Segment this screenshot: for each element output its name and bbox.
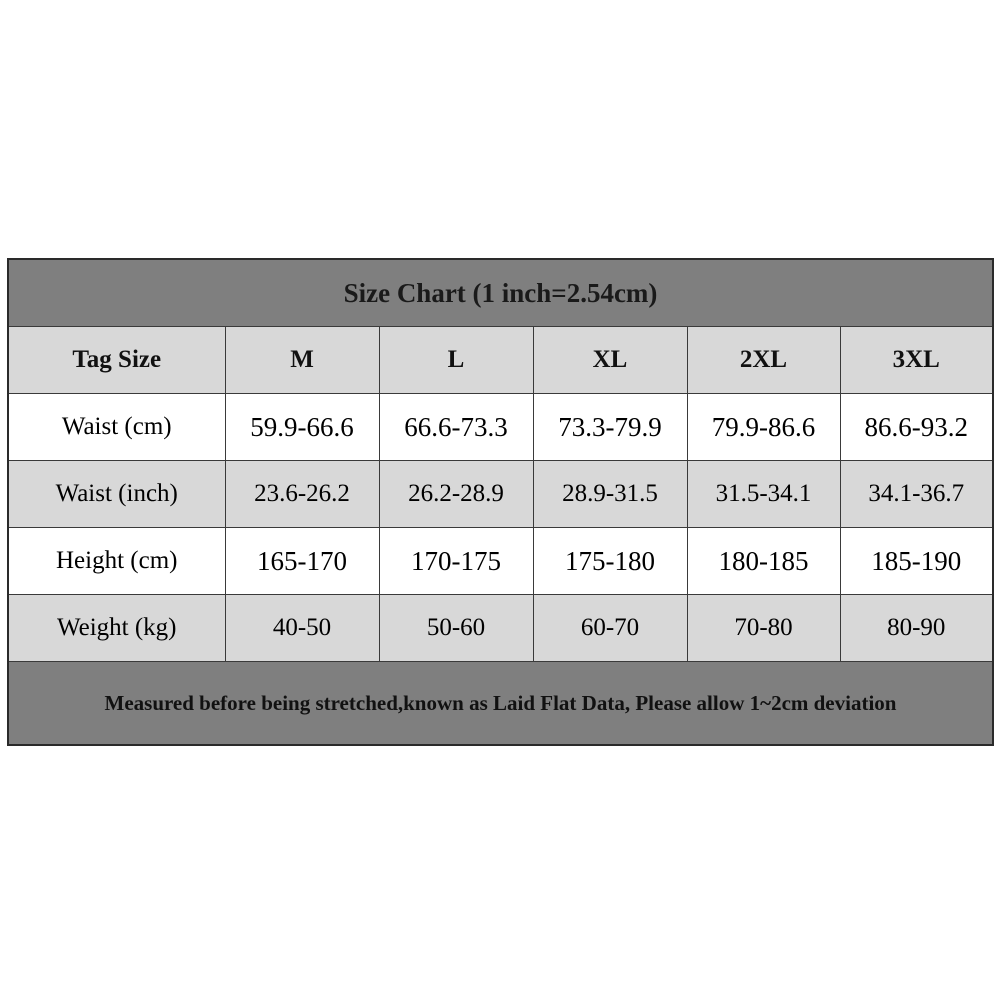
chart-title: Size Chart (1 inch=2.54cm) xyxy=(8,259,993,327)
table-cell: 86.6-93.2 xyxy=(840,394,993,461)
table-row xyxy=(8,394,993,461)
title-row xyxy=(8,259,993,327)
table-row xyxy=(8,595,993,662)
table-row xyxy=(8,528,993,595)
column-header: M xyxy=(225,327,379,394)
table-cell: 50-60 xyxy=(379,595,533,662)
table-cell: 23.6-26.2 xyxy=(225,461,379,528)
header-row xyxy=(8,327,993,394)
column-header: L xyxy=(379,327,533,394)
note-row xyxy=(8,662,993,746)
table-cell: 70-80 xyxy=(687,595,840,662)
table-cell: 180-185 xyxy=(687,528,840,595)
column-header: 3XL xyxy=(840,327,993,394)
table-cell: 73.3-79.9 xyxy=(533,394,687,461)
table-cell: 28.9-31.5 xyxy=(533,461,687,528)
size-chart-table xyxy=(7,258,994,746)
row-label: Height (cm) xyxy=(8,528,225,595)
table-cell: 40-50 xyxy=(225,595,379,662)
table-cell: 66.6-73.3 xyxy=(379,394,533,461)
row-label: Waist (inch) xyxy=(8,461,225,528)
table-cell: 80-90 xyxy=(840,595,993,662)
measurement-note: Measured before being stretched,known as Laid Flat Data, Please allow 1~2cm deviation xyxy=(8,662,993,746)
table-cell: 31.5-34.1 xyxy=(687,461,840,528)
table-cell: 165-170 xyxy=(225,528,379,595)
row-label: Waist (cm) xyxy=(8,394,225,461)
table-cell: 34.1-36.7 xyxy=(840,461,993,528)
table-cell: 185-190 xyxy=(840,528,993,595)
row-label: Weight (kg) xyxy=(8,595,225,662)
table-cell: 170-175 xyxy=(379,528,533,595)
table-cell: 175-180 xyxy=(533,528,687,595)
column-header: 2XL xyxy=(687,327,840,394)
table-cell: 26.2-28.9 xyxy=(379,461,533,528)
column-header: Tag Size xyxy=(8,327,225,394)
table-cell: 60-70 xyxy=(533,595,687,662)
table-row xyxy=(8,461,993,528)
column-header: XL xyxy=(533,327,687,394)
table-cell: 79.9-86.6 xyxy=(687,394,840,461)
table-cell: 59.9-66.6 xyxy=(225,394,379,461)
